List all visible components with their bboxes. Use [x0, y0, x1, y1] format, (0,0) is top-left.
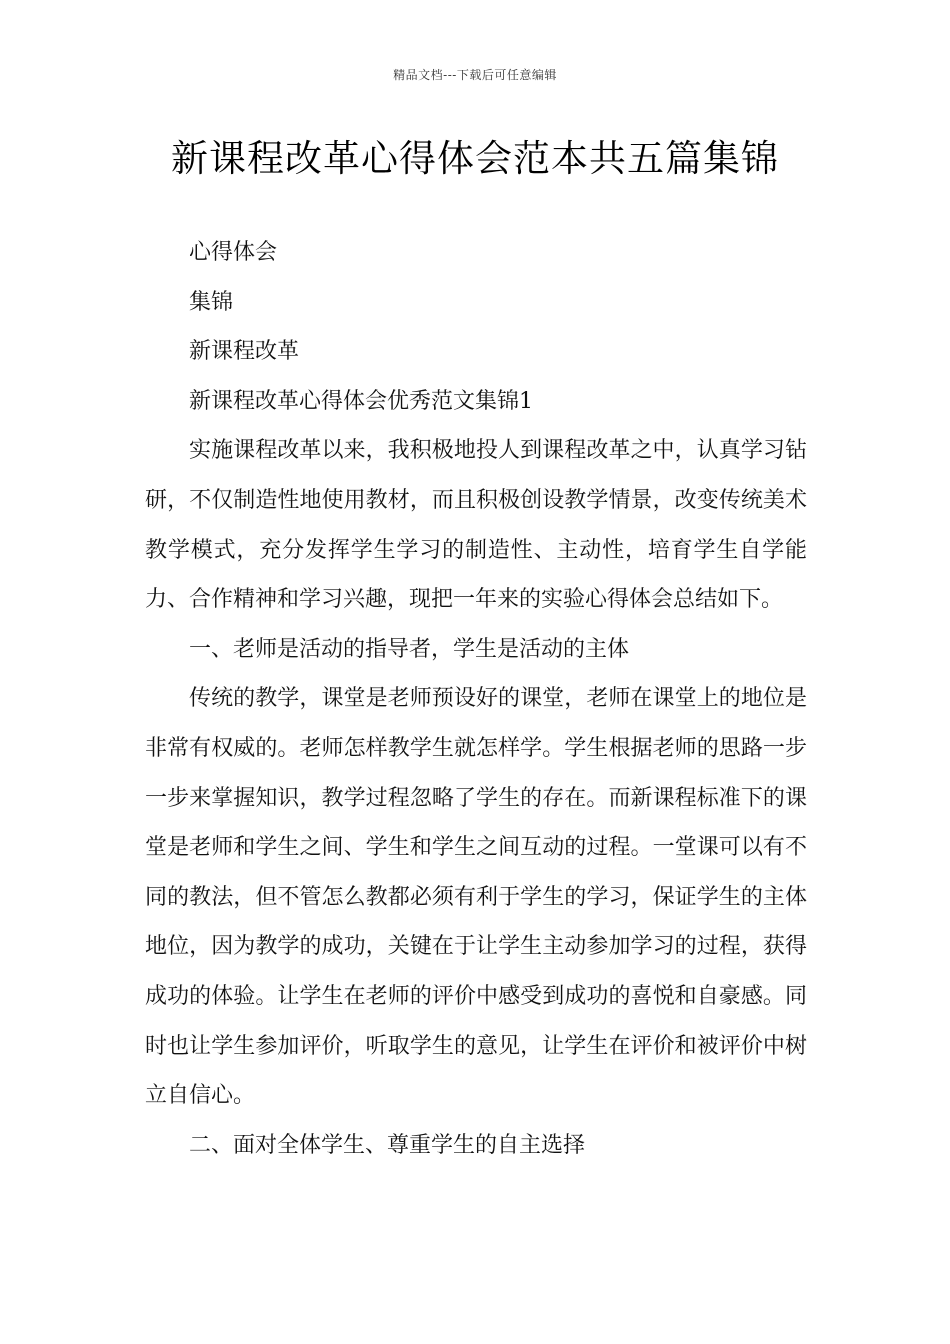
section-heading: 新课程改革心得体会优秀范文集锦1 [189, 388, 533, 414]
paragraph: 心得体会 [189, 240, 278, 265]
document-body [145, 228, 807, 1170]
paragraph: 新课程改革 [189, 339, 300, 365]
document-title: 新课程改革心得体会范本共五篇集锦 [171, 137, 779, 180]
paragraph: 传统的教学，课堂是老师预设好的课堂，老师在课堂上的地位是非常有权威的。老师怎样教学生就怎样学。学生根据老师的思路一步一步来掌握知识，教学过程忽略了学生的存在。而新课程标准下的课堂是老师和学生之间、学生和学生之间互动的过程。一堂课可以有不同的教法，但不管怎么教都必须有利于学生的学习，保证学生的主体地位，因为教学的成功，关键在于让学生主动参加学习的过程，获得成功的体验。让学生在老师的评价中感受到成功的喜悦和自豪感。同时也让学生参加评价，听取学生的意见，让学生在评价和被评价中树立自信心。 [145, 686, 807, 1109]
paragraph: 集锦 [189, 289, 234, 315]
header-note: 精品文档---下载后可任意编辑 [393, 68, 557, 82]
section-heading: 二、面对全体学生、尊重学生的自主选择 [189, 1132, 586, 1158]
paragraph: 实施课程改革以来，我积极地投人到课程改革之中，认真学习钻研，不仅制造性地使用教材，而且积极创设教学情景，改变传统美术教学模式，充分发挥学生学习的制造性、主动性，培育学生自学能力、合作精神和学习兴趣，现把一年来的实验心得体会总结如下。 [145, 438, 807, 613]
section-heading: 一、老师是活动的指导者，学生是活动的主体 [189, 636, 630, 662]
